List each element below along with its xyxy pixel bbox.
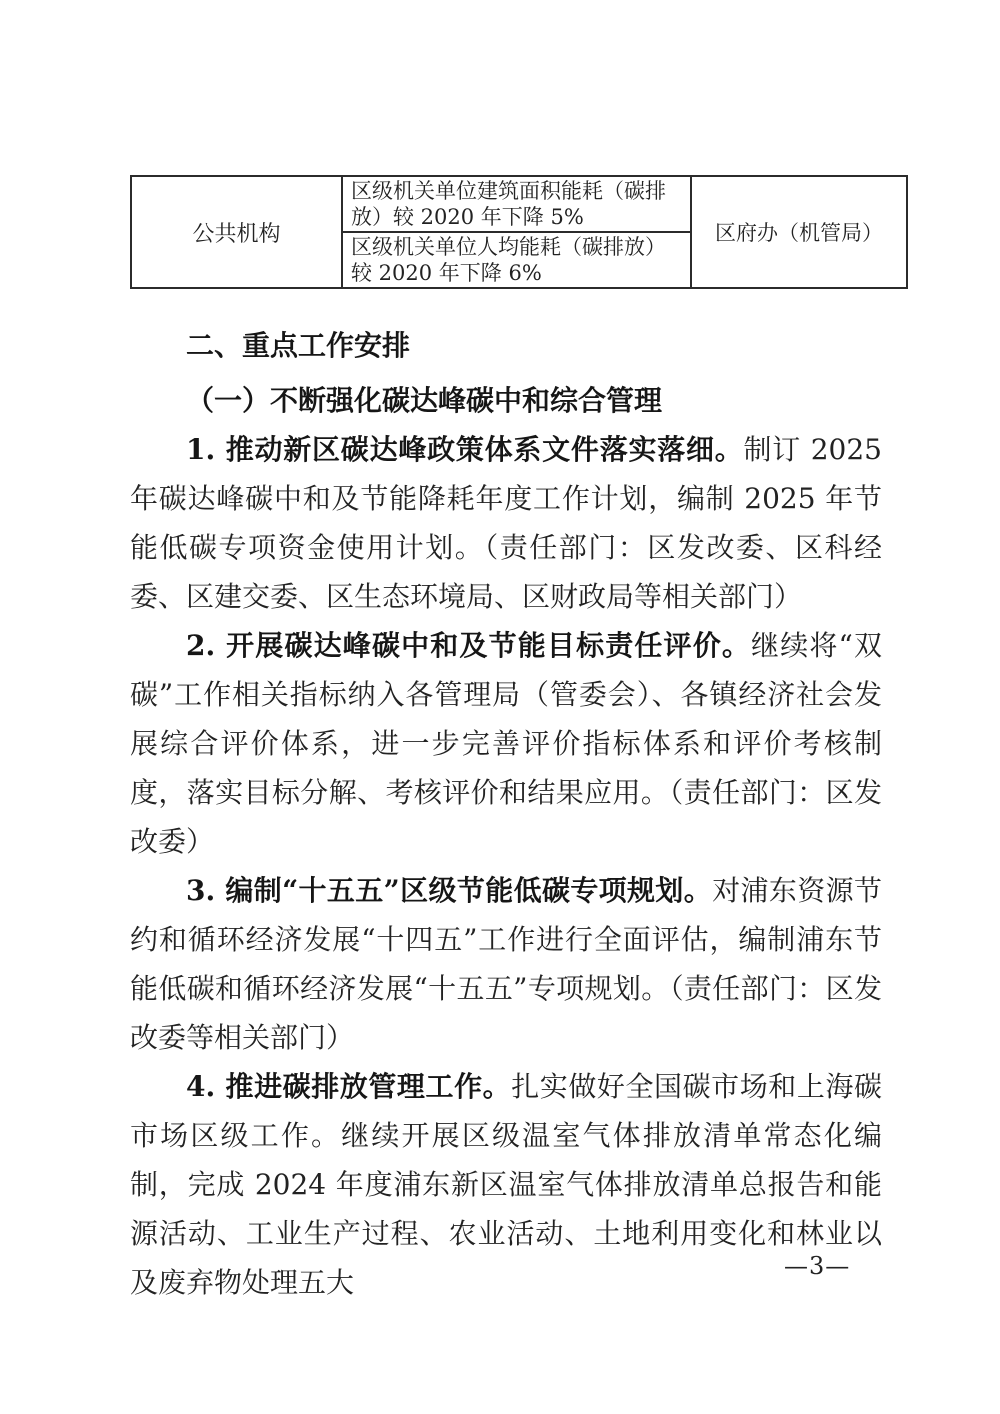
paragraph-2-lead: 2. 开展碳达峰碳中和及节能目标责任评价。 <box>186 629 752 662</box>
table-cell-department: 区府办（机管局） <box>691 176 907 288</box>
table-cell-target-2: 区级机关单位人均能耗（碳排放）较 2020 年下降 6% <box>342 232 691 288</box>
table-cell-category: 公共机构 <box>131 176 342 288</box>
paragraph-4 <box>130 1062 882 1307</box>
page-number: —3— <box>784 1252 851 1280</box>
subsection-heading: （一）不断强化碳达峰碳中和综合管理 <box>186 384 663 417</box>
paragraph-4-lead: 4. 推进碳排放管理工作。 <box>186 1070 512 1103</box>
paragraph-2 <box>130 621 882 866</box>
table-row <box>131 176 907 232</box>
paragraph-1-lead: 1. 推动新区碳达峰政策体系文件落实落细。 <box>186 433 744 466</box>
targets-table <box>130 175 908 289</box>
table-cell-target-1: 区级机关单位建筑面积能耗（碳排放）较 2020 年下降 5% <box>342 176 691 232</box>
paragraph-1 <box>130 425 882 621</box>
paragraph-2-body: 继续将“双碳”工作相关指标纳入各管理局（管委会）、各镇经济社会发展综合评价体系，进一步完善评价指标体系和评价考核制度，落实目标分解、考核评价和结果应用。（责任部门：区发改委） <box>130 629 882 858</box>
paragraph-1-body: 制订 2025 年碳达峰碳中和及节能降耗年度工作计划，编制 2025 年节能低碳专项资金使用计划。（责任部门：区发改委、区科经委、区建交委、区生态环境局、区财政局等相关部门） <box>130 433 882 613</box>
section-heading: 二、重点工作安排 <box>186 329 411 362</box>
paragraph-3 <box>130 866 882 1062</box>
paragraph-3-body: 对浦东资源节约和循环经济发展“十四五”工作进行全面评估，编制浦东节能低碳和循环经济发展“十五五”专项规划。（责任部门：区发改委等相关部门） <box>130 874 882 1054</box>
document-content <box>130 175 882 1307</box>
paragraph-4-body: 扎实做好全国碳市场和上海碳市场区级工作。继续开展区级温室气体排放清单常态化编制，完成 2024 年度浦东新区温室气体排放清单总报告和能源活动、工业生产过程、农业活动、土地利用变化和林业以及废弃物处理五大 <box>130 1070 882 1299</box>
paragraph-3-lead: 3. 编制“十五五”区级节能低碳专项规划。 <box>186 874 713 907</box>
